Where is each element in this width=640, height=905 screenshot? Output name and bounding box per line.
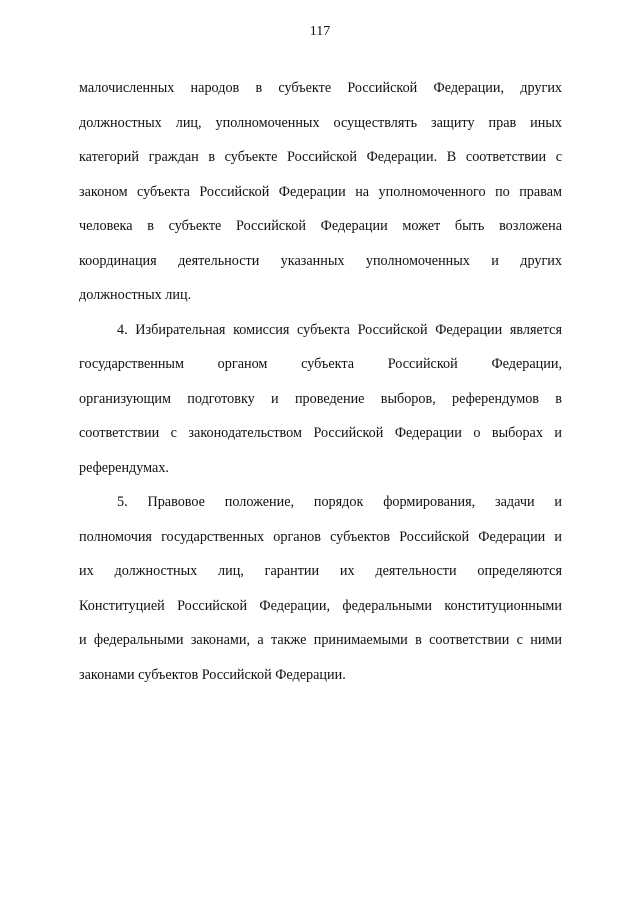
text-line: и федеральными законами, а также принимаемыми в соответствии с ними — [79, 632, 562, 648]
text-line: полномочия государственных органов субъектов Российской Федерации и — [79, 528, 562, 545]
text-line: законом субъекта Российской Федерации на уполномоченного по правам — [79, 183, 562, 200]
text-line: 5. Правовое положение, порядок формирования, задачи и — [117, 494, 562, 510]
text-line: соответствии с законодательством Российской Федерации о выборах и — [79, 425, 562, 441]
text-line: координация деятельности указанных уполномоченных и других — [79, 252, 562, 269]
text-line: человека в субъекте Российской Федерации может быть возложена — [79, 218, 562, 234]
text-line: референдумах. — [79, 459, 169, 476]
text-line: их должностных лиц, гарантии их деятельности определяются — [79, 563, 562, 579]
text-line: категорий граждан в субъекте Российской Федерации. В соответствии с — [79, 149, 562, 165]
text-line: Конституцией Российской Федерации, федеральными конституционными — [79, 597, 562, 614]
text-line: должностных лиц, уполномоченных осуществлять защиту прав иных — [79, 114, 562, 131]
page-number: 117 — [309, 24, 331, 39]
text-line: 4. Избирательная комиссия субъекта Российской Федерации является — [117, 321, 562, 338]
text-line: малочисленных народов в субъекте Российской Федерации, других — [79, 80, 562, 96]
text-line: законами субъектов Российской Федерации. — [79, 666, 346, 683]
text-line: должностных лиц. — [79, 287, 192, 303]
text-line: государственным органом субъекта Российской Федерации, — [79, 356, 562, 372]
text-line: организующим подготовку и проведение выборов, референдумов в — [79, 390, 562, 407]
